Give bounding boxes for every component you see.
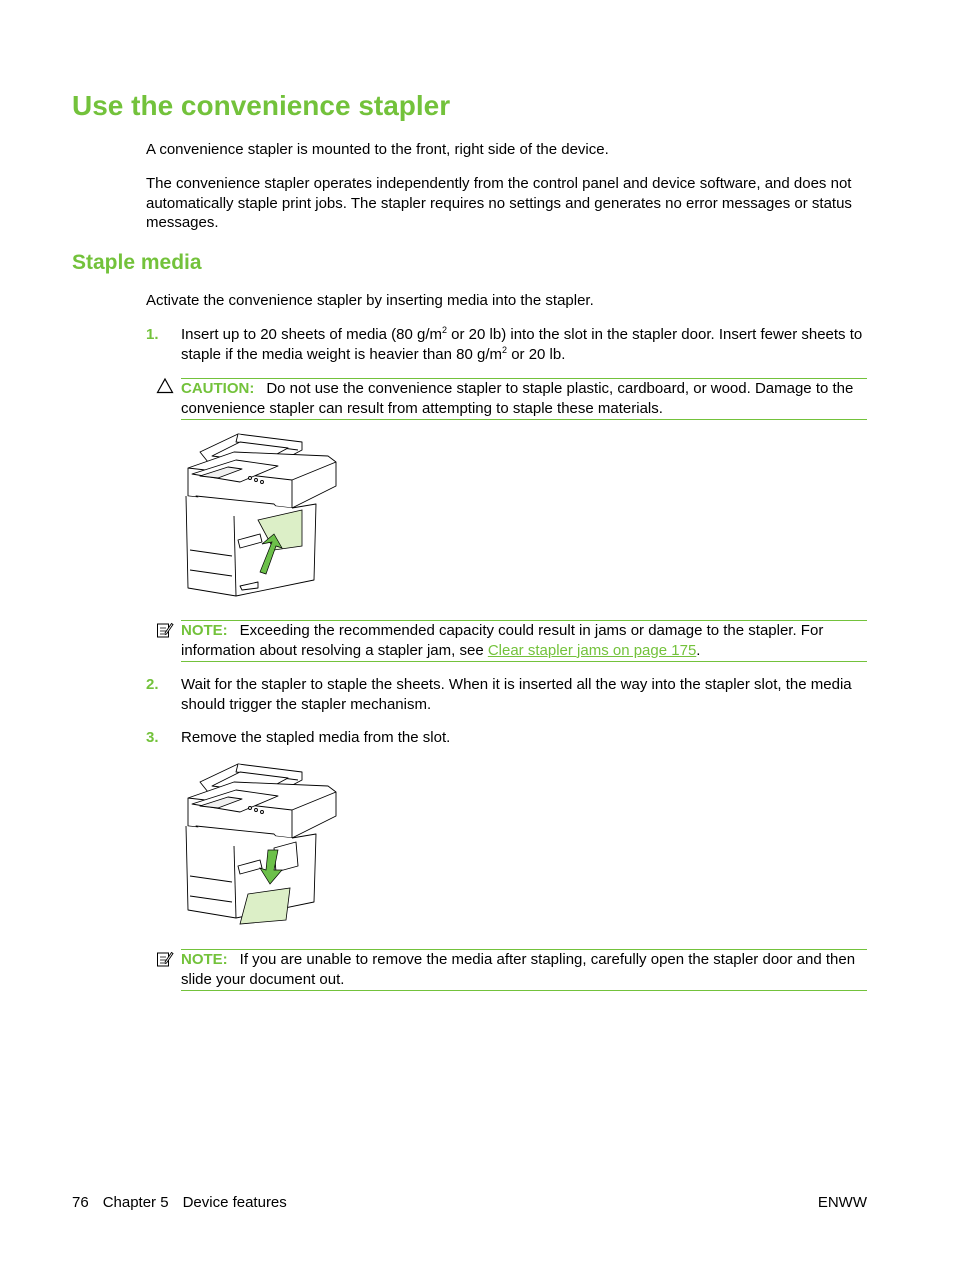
clear-stapler-jams-link[interactable]: Clear stapler jams on page 175 — [487, 641, 697, 659]
step-1-text-part-b: or 20 lb) into the slot in the stapler door. Insert fewer sheets to staple if the media weight is heavier than 80 g/m — [181, 326, 863, 363]
chapter-label: Chapter 5 — [102, 1194, 169, 1211]
note-callout-1 — [181, 620, 867, 662]
note-1-text: Exceeding the recommended capacity could result in jams or damage to the stapler. For information about resolving a stapler jam, see — [181, 622, 824, 659]
chapter-title: Device features — [182, 1194, 287, 1211]
step-1-text-part-c: or 20 lb. — [507, 345, 566, 363]
page-footer-brand: ENWW — [817, 1194, 867, 1211]
step-1-text — [181, 325, 869, 364]
intro-paragraph-1: A convenience stapler is mounted to the front, right side of the device. — [146, 141, 609, 158]
step-1-number: 1. — [146, 326, 159, 343]
note-1-label: NOTE: — [181, 622, 228, 639]
step-2-text: Wait for the stapler to staple the sheets. When it is inserted all the way into the stapler slot, the media should trigger the stapler mechanism. — [181, 676, 852, 713]
section-heading: Staple media — [72, 251, 202, 274]
step-1-superscript-2: 2 — [502, 344, 508, 355]
note-2-text: If you are unable to remove the media after stapling, carefully open the stapler door and then slide your document out. — [181, 951, 856, 988]
note-pencil-icon — [156, 950, 174, 968]
note-pencil-icon — [156, 621, 174, 639]
caution-text: Do not use the convenience stapler to staple plastic, cardboard, or wood. Damage to the convenience stapler can result from attempting to staple these materials. — [181, 380, 854, 417]
step-2-number: 2. — [146, 676, 159, 693]
section-lead: Activate the convenience stapler by inserting media into the stapler. — [146, 292, 594, 309]
caution-triangle-icon — [156, 377, 174, 395]
page-footer-left — [72, 1193, 287, 1212]
page-title: Use the convenience stapler — [72, 90, 451, 121]
step-3-text: Remove the stapled media from the slot. — [181, 729, 451, 746]
step-1-text-part-a: Insert up to 20 sheets of media (80 g/m — [181, 326, 442, 343]
note-callout-2 — [181, 949, 867, 991]
intro-paragraph-2: The convenience stapler operates independently from the control panel and device software, and does not automatically staple print jobs. The stapler requires no settings and generates no error messages or status messages. — [146, 175, 852, 231]
caution-label: CAUTION: — [181, 380, 255, 397]
step-3-number: 3. — [146, 729, 159, 746]
note-1-text-end: . — [696, 641, 701, 659]
figure-remove-media — [178, 760, 340, 930]
step-1-superscript-1: 2 — [441, 325, 447, 335]
figure-insert-media — [178, 430, 340, 600]
caution-callout — [181, 378, 867, 420]
note-2-label: NOTE: — [181, 951, 228, 968]
page-number: 76 — [72, 1194, 89, 1211]
